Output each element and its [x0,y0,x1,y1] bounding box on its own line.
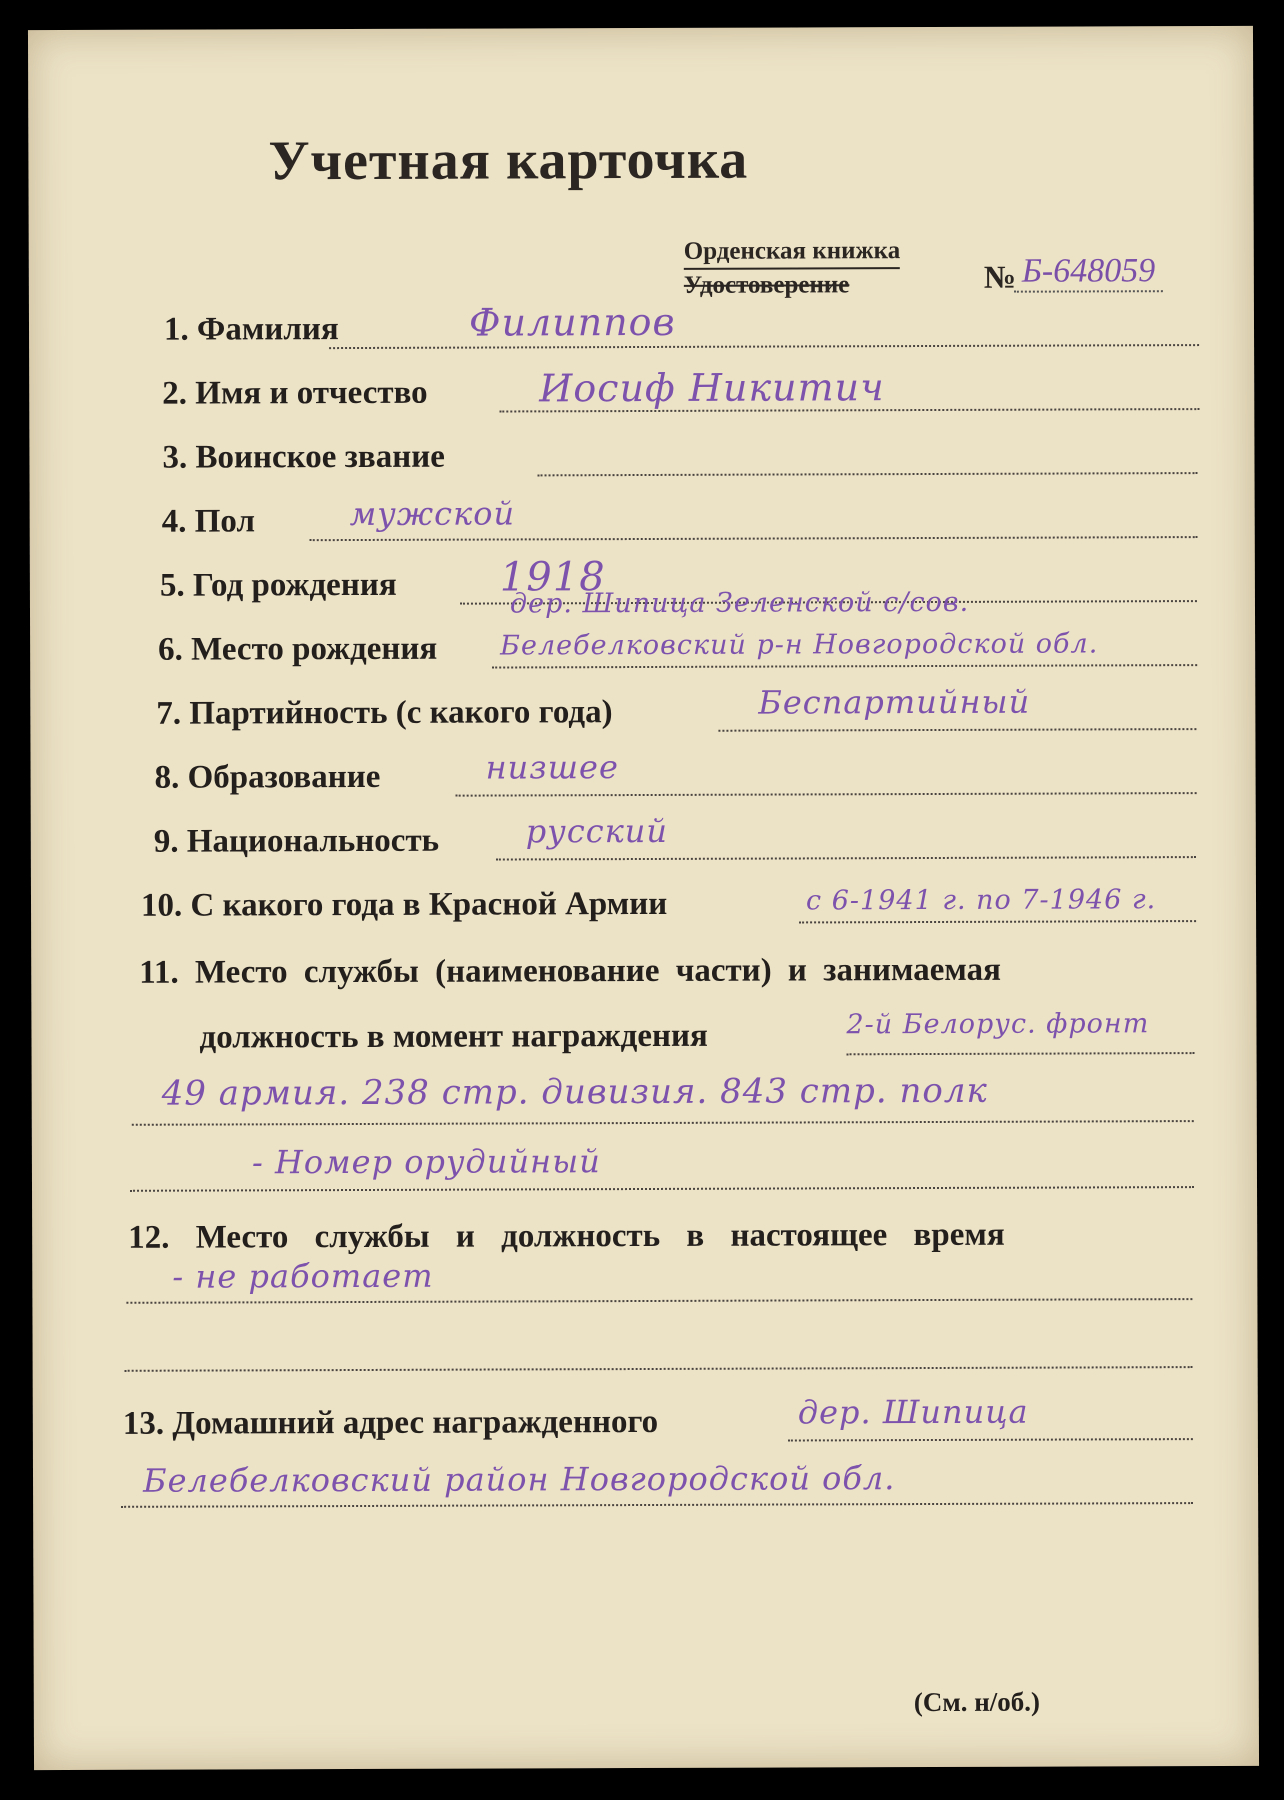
field-birthplace-value-line1: дер. Шипица Зеленской с/сов. [509,586,970,620]
field-current-job-value: - не работает [172,1256,434,1296]
field-birth-year-label: 5. Год рождения [159,566,397,604]
field-sex-line [310,536,1198,541]
field-education-value: низшее [485,748,619,787]
field-service-place-line3 [130,1186,1194,1192]
field-nationality-label: 9. Национальность [153,822,440,860]
field-education-label: 8. Образование [154,758,381,796]
field-home-address-line2 [121,1502,1193,1508]
number-label: № [983,258,1017,295]
field-current-job-line1 [126,1298,1192,1304]
document-type [684,237,901,300]
field-birthplace-label: 6. Место рождения [158,630,438,668]
field-party-line [718,728,1196,732]
field-surname-line [329,344,1199,349]
field-name-label: 2. Имя и отчество [162,374,428,412]
field-home-address-value1: дер. Шипица [797,1392,1029,1432]
field-birthplace-line [492,664,1197,668]
field-surname-label: 1. Фамилия [163,311,339,348]
field-current-job-label: 12. Место службы и должность в настоящее время [128,1216,1005,1256]
field-name-value: Иосиф Никитич [539,365,885,411]
document-number: Б-648059 [1014,252,1164,293]
field-army-years-value: с 6-1941 г. по 7-1946 г. [805,884,1157,917]
field-service-place-line1 [847,1052,1195,1055]
field-birthplace-value-line2: Белебелковский р-н Новгородской обл. [500,628,1099,662]
field-nationality-line [496,856,1196,860]
award-record-card [28,26,1259,1770]
field-home-address-value2: Белебелковский район Новгородской обл. [142,1459,896,1500]
field-party-label: 7. Партийность (с какого года) [156,694,613,732]
field-service-place-value3: - Номер орудийный [251,1142,601,1182]
field-service-place-value2: 49 армия. 238 стр. дивизия. 843 стр. полк [161,1070,988,1114]
field-home-address-label: 13. Домашний адрес награжденного [122,1403,659,1442]
field-birth-year-value: 1918 [499,554,606,601]
field-home-address-line1 [788,1438,1193,1441]
field-army-years-label: 10. С какого года в Красной Армии [140,885,668,924]
field-rank-label: 3. Воинское звание [162,438,445,476]
doc-type-certificate-struck: Удостоверение [683,271,850,299]
field-current-job-line2 [125,1366,1193,1372]
field-rank-line [538,472,1198,476]
field-party-value: Беспартийный [758,682,1031,722]
field-army-years-line [799,920,1196,923]
field-nationality-value: русский [525,811,669,851]
card-title: Учетная карточка [268,128,749,193]
field-surname-value: Филиппов [468,299,676,345]
see-reverse-note: (См. н/об.) [913,1686,1041,1718]
field-service-place-label: 11. Место службы (наименование части) и занимаемая [139,951,1002,991]
field-education-line [456,792,1197,797]
field-sex-value: мужской [349,494,516,534]
field-service-place-value1: 2-й Белорус. фронт [846,1008,1150,1041]
field-service-place-line2 [132,1120,1194,1126]
field-sex-label: 4. Пол [161,503,255,540]
field-service-place-label2: должность в момент награждения [199,1017,708,1056]
doc-type-order-book: Орденская книжка [684,237,901,270]
